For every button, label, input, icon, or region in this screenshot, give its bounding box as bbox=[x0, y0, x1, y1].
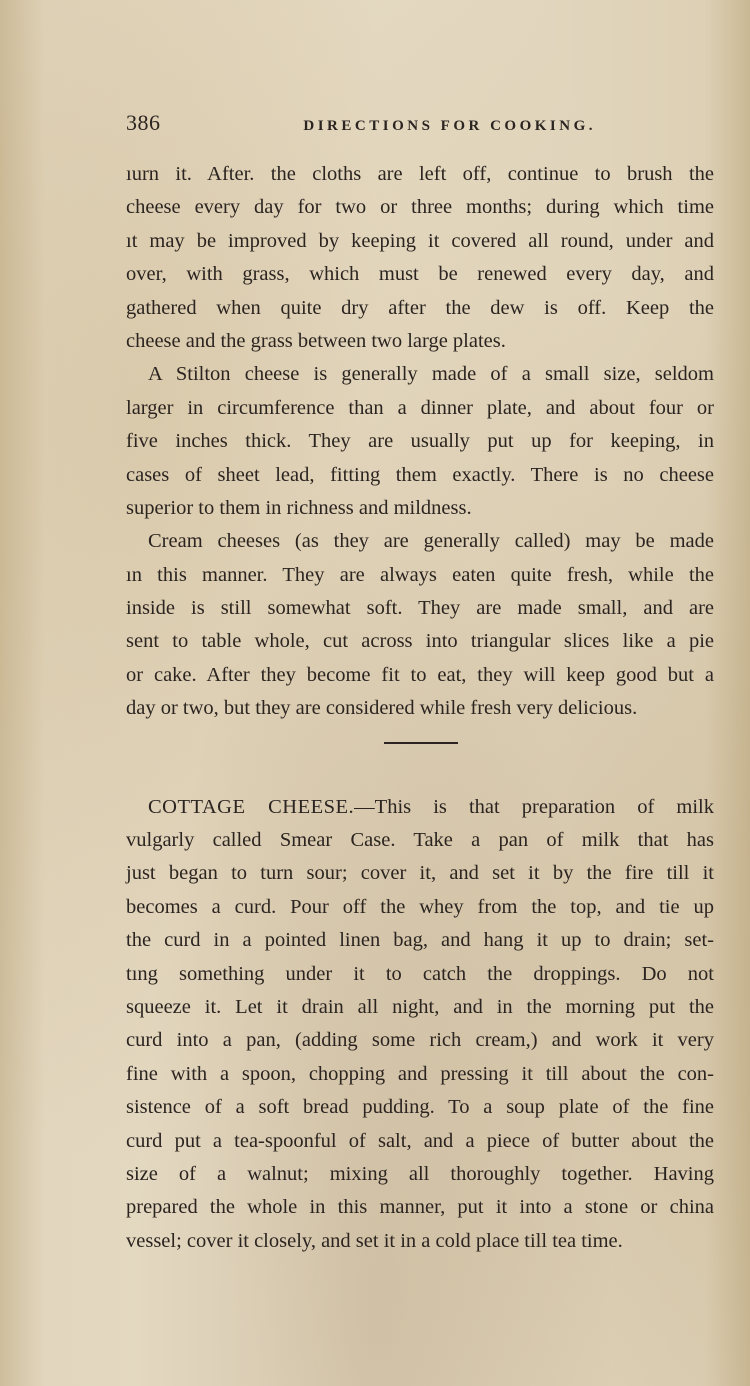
text-line: cheese and the grass between two large plates. bbox=[126, 329, 506, 352]
text-line: five inches thick. They are usually put up for keeping, in bbox=[126, 430, 714, 453]
text-line: larger in circumference than a dinner plate, and about four or bbox=[126, 396, 714, 419]
text-line: squeeze it. Let it drain all night, and in the morning put the bbox=[126, 995, 714, 1018]
text-line: or cake. After they become fit to eat, they will keep good but a bbox=[126, 663, 714, 686]
text-line: the curd in a pointed linen bag, and hang it up to drain; set- bbox=[126, 929, 714, 952]
text-line: becomes a curd. Pour off the whey from the top, and tie up bbox=[126, 895, 714, 918]
text-line: gathered when quite dry after the dew is off. Keep the bbox=[126, 296, 714, 319]
section-gap bbox=[126, 726, 714, 791]
text-line: ıurn it. After. the cloths are left off, continue to brush the bbox=[126, 163, 714, 185]
text-line: sent to table whole, cut across into triangular slices like a pie bbox=[126, 630, 714, 653]
text-line: ıt may be improved by keeping it covered all round, under and bbox=[126, 229, 714, 252]
paragraph-1 bbox=[126, 158, 714, 358]
text-line: vessel; cover it closely, and set it in a cold place till tea time. bbox=[126, 1229, 623, 1252]
text-line: curd put a tea-spoonful of salt, and a piece of butter about the bbox=[126, 1129, 714, 1152]
section-first-line-text: —This is that preparation of milk bbox=[354, 795, 714, 818]
text-line: cheese every day for two or three months; during which time bbox=[126, 196, 714, 219]
text-line: curd into a pan, (adding some rich cream,) and work it very bbox=[126, 1029, 714, 1052]
running-head: DIRECTIONS FOR COOKING. bbox=[303, 118, 596, 134]
text-line: just began to turn sour; cover it, and set it by the fire till it bbox=[126, 862, 714, 885]
page-header bbox=[126, 110, 596, 136]
text-line: prepared the whole in this manner, put it into a stone or china bbox=[126, 1196, 714, 1219]
text-line: day or two, but they are considered while fresh very delicious. bbox=[126, 697, 638, 720]
text-line: inside is still somewhat soft. They are made small, and are bbox=[126, 597, 714, 620]
text-line: superior to them in richness and mildness. bbox=[126, 496, 472, 519]
section-heading: COTTAGE CHEESE. bbox=[148, 795, 355, 818]
cottage-cheese-section bbox=[126, 791, 714, 1258]
body-text bbox=[126, 158, 714, 1258]
section-divider bbox=[384, 742, 458, 744]
text-line: ın this manner. They are always eaten quite fresh, while the bbox=[126, 563, 714, 586]
paragraph-2 bbox=[126, 358, 714, 525]
text-line: A Stilton cheese is generally made of a small size, seldom bbox=[148, 363, 714, 386]
text-line: vulgarly called Smear Case. Take a pan of milk that has bbox=[126, 829, 714, 852]
text-line: over, with grass, which must be renewed every day, and bbox=[126, 263, 714, 286]
section-first-line bbox=[126, 791, 714, 824]
paragraph-3 bbox=[126, 525, 714, 725]
text-line: Cream cheeses (as they are generally called) may be made bbox=[148, 530, 714, 553]
text-line: sistence of a soft bread pudding. To a soup plate of the fine bbox=[126, 1096, 714, 1119]
text-line: tıng something under it to catch the droppings. Do not bbox=[126, 962, 714, 985]
text-line: cases of sheet lead, fitting them exactly. There is no cheese bbox=[126, 463, 714, 486]
page-number: 386 bbox=[126, 110, 161, 135]
text-line: fine with a spoon, chopping and pressing it till about the con- bbox=[126, 1062, 714, 1085]
text-line: size of a walnut; mixing all thoroughly together. Having bbox=[126, 1162, 714, 1185]
